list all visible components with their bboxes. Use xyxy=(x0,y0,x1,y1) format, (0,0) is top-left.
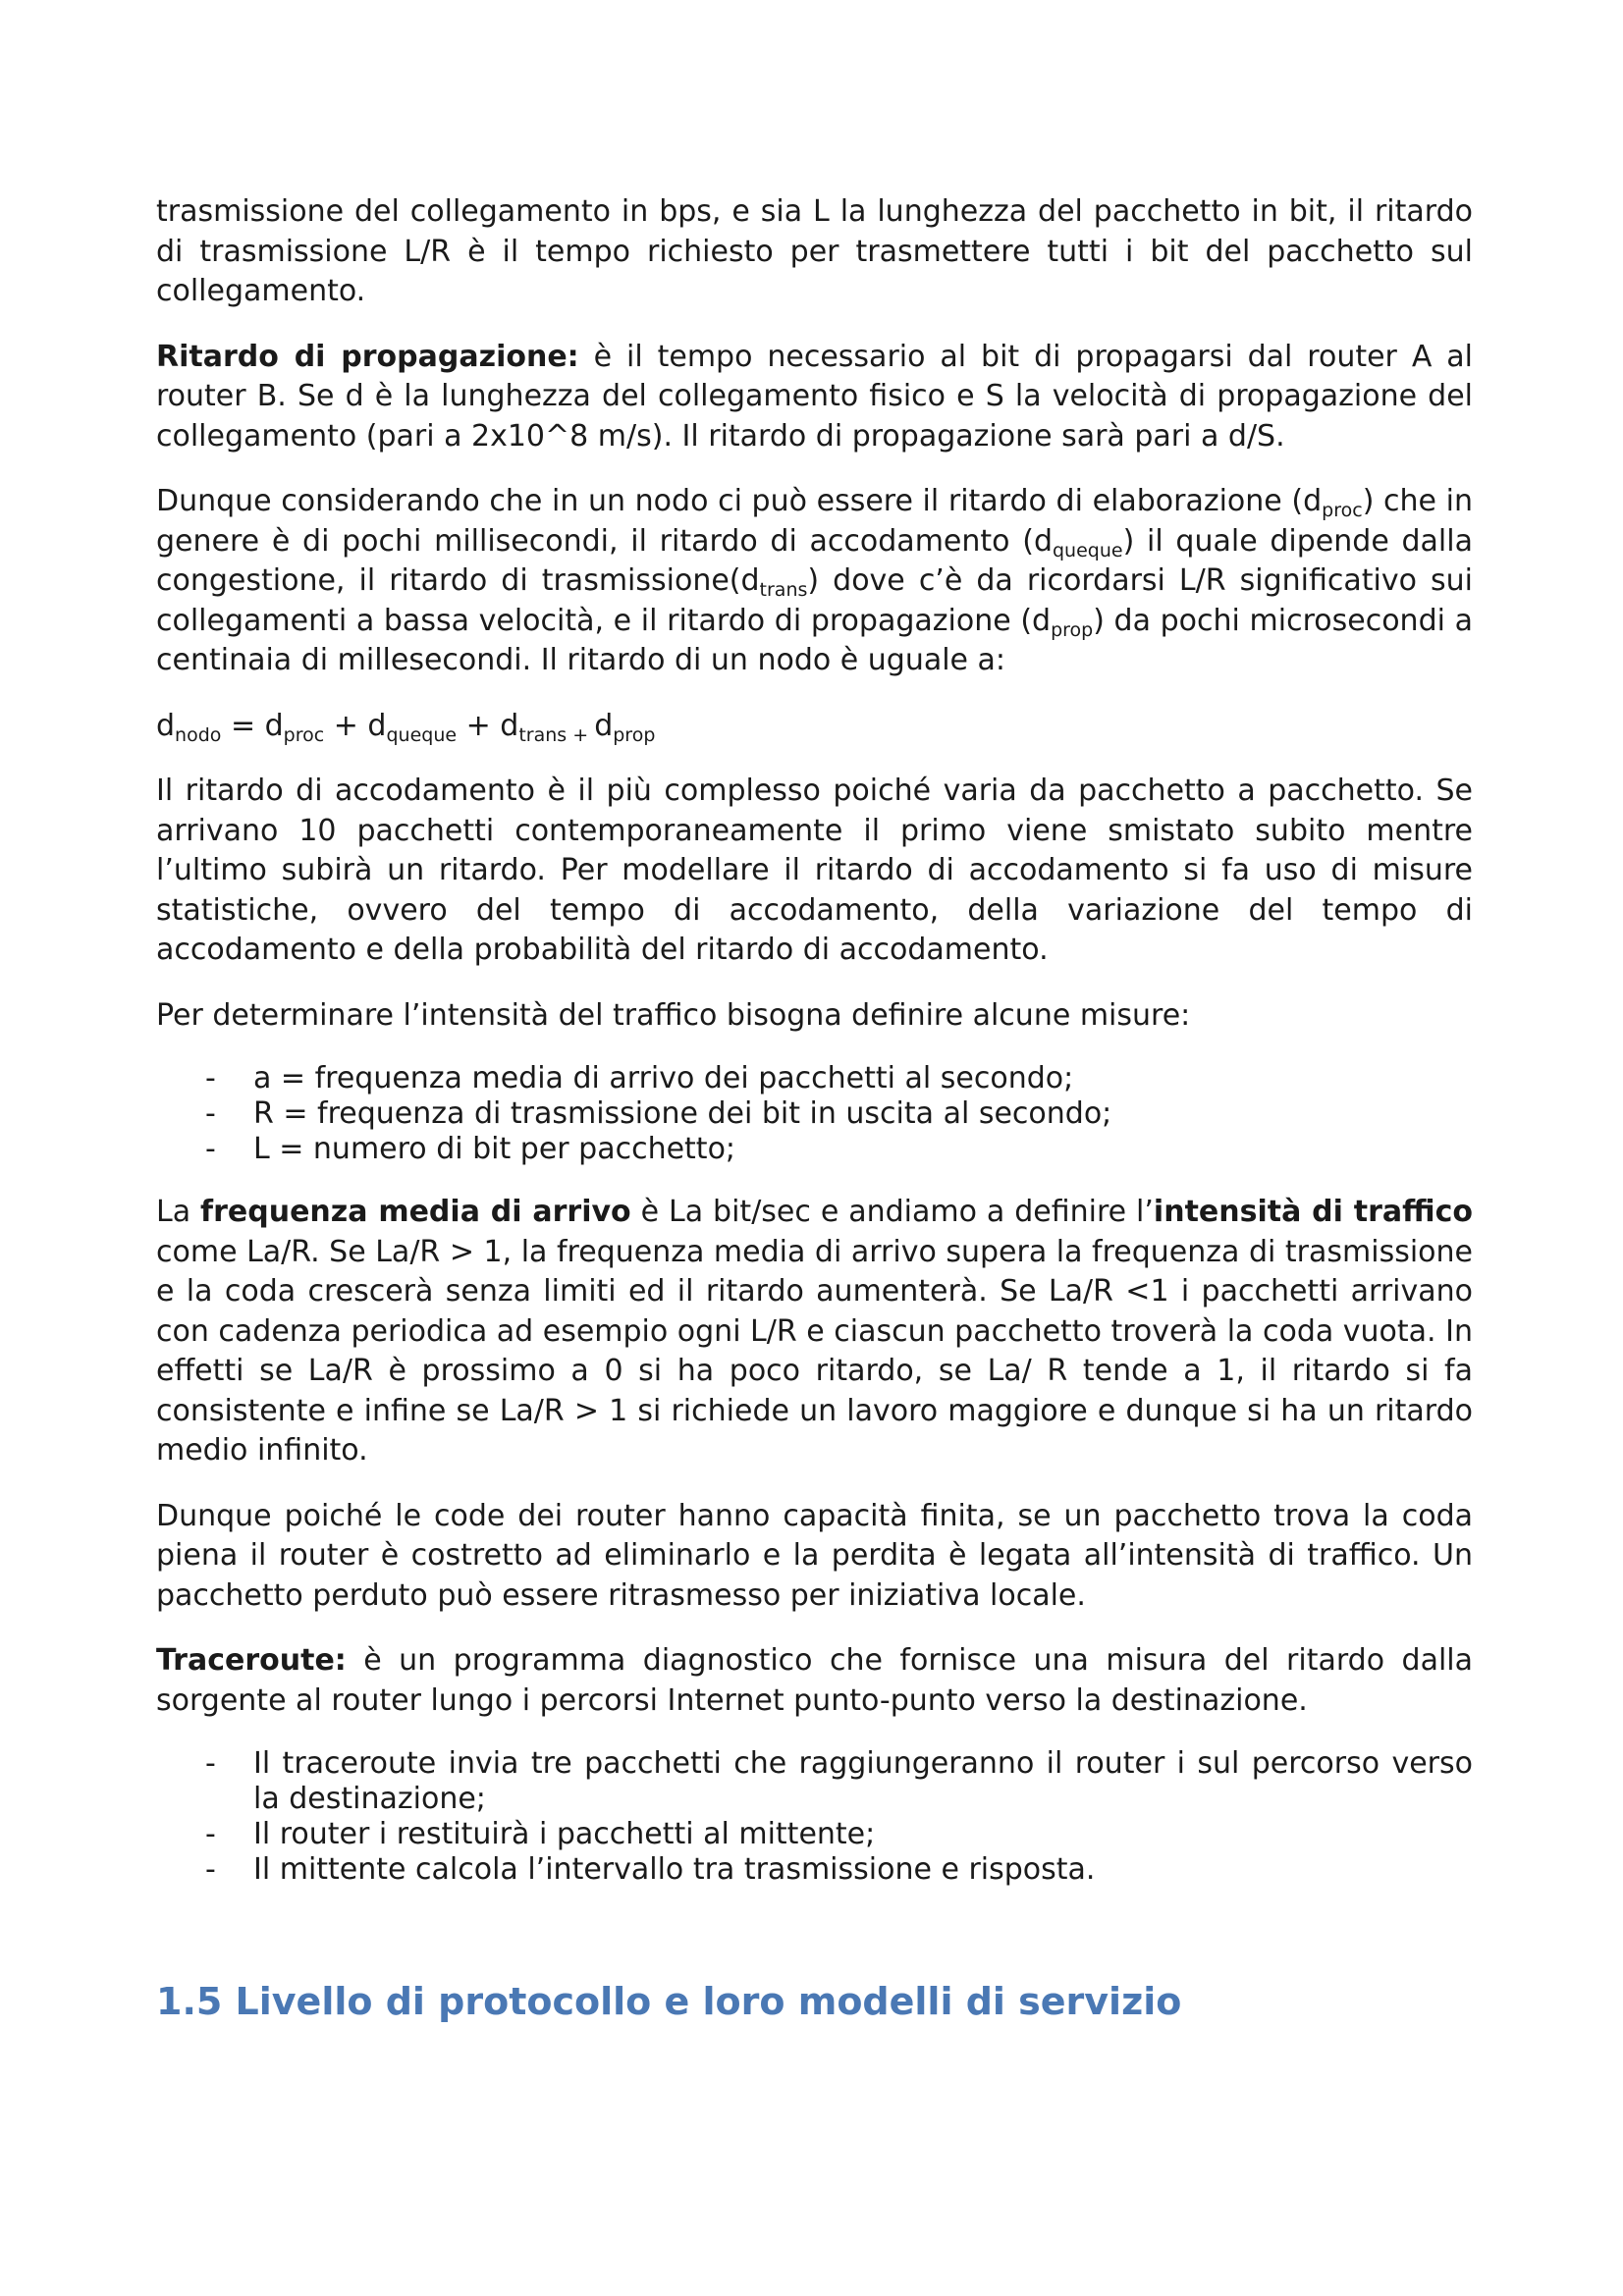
paragraph-node-delays xyxy=(156,482,1473,681)
list-bullet: - xyxy=(205,1817,216,1851)
list-item-text: Il router i restituirà i pacchetti al mittente; xyxy=(253,1817,876,1851)
paragraph-packet-loss xyxy=(156,1497,1473,1617)
list-item xyxy=(156,1746,1473,1817)
formula-symbol: d xyxy=(594,708,614,743)
list-item-text: Il traceroute invia tre pacchetti che raggiungeranno il router i sul percorso verso la destinazione; xyxy=(253,1746,1473,1816)
paragraph-text: Dunque considerando che in un nodo ci può essere il ritardo di elaborazione (d xyxy=(156,484,1323,518)
page-body xyxy=(156,192,1473,1913)
list-bullet: - xyxy=(205,1096,216,1131)
list-measures xyxy=(156,1061,1473,1167)
list-item xyxy=(156,1061,1473,1096)
subscript-trans: trans xyxy=(759,579,808,601)
formula-subscript-trans: trans + xyxy=(518,723,595,746)
subscript-queque: queque xyxy=(1052,539,1123,561)
formula-node-delay xyxy=(156,707,1473,747)
subscript-prop: prop xyxy=(1051,618,1094,641)
list-item xyxy=(156,1132,1473,1167)
formula-operator: + xyxy=(457,708,501,743)
term-traceroute: Traceroute: xyxy=(156,1643,347,1678)
paragraph-text: è La bit/sec e andiamo a definire l’ xyxy=(630,1195,1154,1229)
list-item-text: R = frequenza di trasmissione dei bit in uscita al secondo; xyxy=(253,1096,1112,1131)
formula-symbol: d xyxy=(500,708,519,743)
list-item-text: L = numero di bit per pacchetto; xyxy=(253,1132,736,1166)
term-traffic-intensity: intensità di traffico xyxy=(1153,1195,1474,1229)
paragraph-text: è il tempo necessario al bit di propagarsi dal router A al router B. Se d è la lunghezza del collegamento fisico e S la velocità di propagazione del collegamento (pari a 2x10^8 m/s). Il ritardo di propagazione sarà pari a d/S. xyxy=(156,339,1473,454)
list-bullet: - xyxy=(205,1061,216,1095)
formula-subscript-queque: queque xyxy=(386,723,458,746)
paragraph-text: Per determinare l’intensità del traffico bisogna definire alcune misure: xyxy=(156,997,1191,1033)
list-traceroute-steps xyxy=(156,1746,1473,1888)
formula-symbol: d xyxy=(367,708,387,743)
paragraph-transmission-delay xyxy=(156,192,1473,312)
list-item xyxy=(156,1852,1473,1888)
list-bullet: - xyxy=(205,1132,216,1166)
paragraph-text: La xyxy=(156,1195,201,1229)
term-propagation-delay: Ritardo di propagazione: xyxy=(156,339,579,374)
paragraph-traceroute xyxy=(156,1641,1473,1721)
paragraph-queueing-delay xyxy=(156,772,1473,971)
formula-symbol: d xyxy=(156,708,176,743)
paragraph-text: trasmissione del collegamento in bps, e sia L la lunghezza del pacchetto in bit, il ritardo di trasmissione L/R è il tempo richiesto per trasmettere tutti i bit del pacchetto sul collegamento. xyxy=(156,194,1473,308)
list-bullet: - xyxy=(205,1746,216,1781)
paragraph-text: ) il quale dipende dalla congestione, il ritardo di trasmissione(d xyxy=(156,523,1473,598)
list-item xyxy=(156,1096,1473,1132)
formula-symbol: d xyxy=(264,708,284,743)
paragraph-propagation-delay xyxy=(156,338,1473,457)
formula-operator: = xyxy=(221,708,265,743)
formula-subscript-proc: proc xyxy=(283,723,325,746)
paragraph-text: è un programma diagnostico che fornisce una misura del ritardo dalla sorgente al router lungo i percorsi Internet punto-punto verso la destinazione. xyxy=(156,1643,1473,1718)
list-item-text: a = frequenza media di arrivo dei pacchetti al secondo; xyxy=(253,1061,1074,1095)
formula-subscript-nodo: nodo xyxy=(175,723,222,746)
paragraph-traffic-intro xyxy=(156,996,1473,1037)
paragraph-traffic-intensity xyxy=(156,1193,1473,1471)
list-item xyxy=(156,1817,1473,1852)
section-heading: 1.5 Livello di protocollo e loro modelli di servizio xyxy=(156,1980,1182,2023)
paragraph-text: Il ritardo di accodamento è il più complesso poiché varia da pacchetto a pacchetto. Se arrivano 10 pacchetti contemporaneamente il primo viene smistato subito mentre l’ultimo subirà un ritardo. Per modellare il ritardo di accodamento si fa uso di misure statistiche, ovvero del tempo di accodamento, della variazione del tempo di accodamento e della probabilità del ritardo di accodamento. xyxy=(156,774,1473,967)
formula-operator: + xyxy=(324,708,368,743)
list-bullet: - xyxy=(205,1852,216,1887)
list-item-text: Il mittente calcola l’intervallo tra trasmissione e risposta. xyxy=(253,1852,1096,1887)
paragraph-text: Dunque poiché le code dei router hanno capacità finita, se un pacchetto trova la coda piena il router è costretto ad eliminarlo e la perdita è legata all’intensità di traffico. Un pacchetto perduto può essere ritrasmesso per iniziativa locale. xyxy=(156,1498,1473,1613)
paragraph-text: ) dove c’è da ricordarsi L/R significativo sui collegamenti a bassa velocità, e il ritardo di propagazione (d xyxy=(156,563,1473,638)
subscript-proc: proc xyxy=(1322,500,1363,521)
formula-subscript-prop: prop xyxy=(613,723,656,746)
paragraph-text: ) da pochi microsecondi a centinaia di millesecondi. Il ritardo di un nodo è uguale a: xyxy=(156,603,1473,677)
paragraph-text: ) che in genere è di pochi millisecondi, il ritardo di accodamento (d xyxy=(156,484,1473,559)
paragraph-text: come La/R. Se La/R > 1, la frequenza media di arrivo supera la frequenza di trasmissione e la coda crescerà senza limiti ed il ritardo aumenterà. Se La/R <1 i pacchetti arrivano con cadenza periodica ad esempio ogni L/R e ciascun pacchetto troverà la coda vuota. In effetti se La/R è prossimo a 0 si ha poco ritardo, se La/ R tende a 1, il ritardo si fa consistente e infine se La/R > 1 si richiede un lavoro maggiore e dunque si ha un ritardo medio infinito. xyxy=(156,1234,1473,1468)
term-arrival-rate: frequenza media di arrivo xyxy=(200,1195,631,1229)
